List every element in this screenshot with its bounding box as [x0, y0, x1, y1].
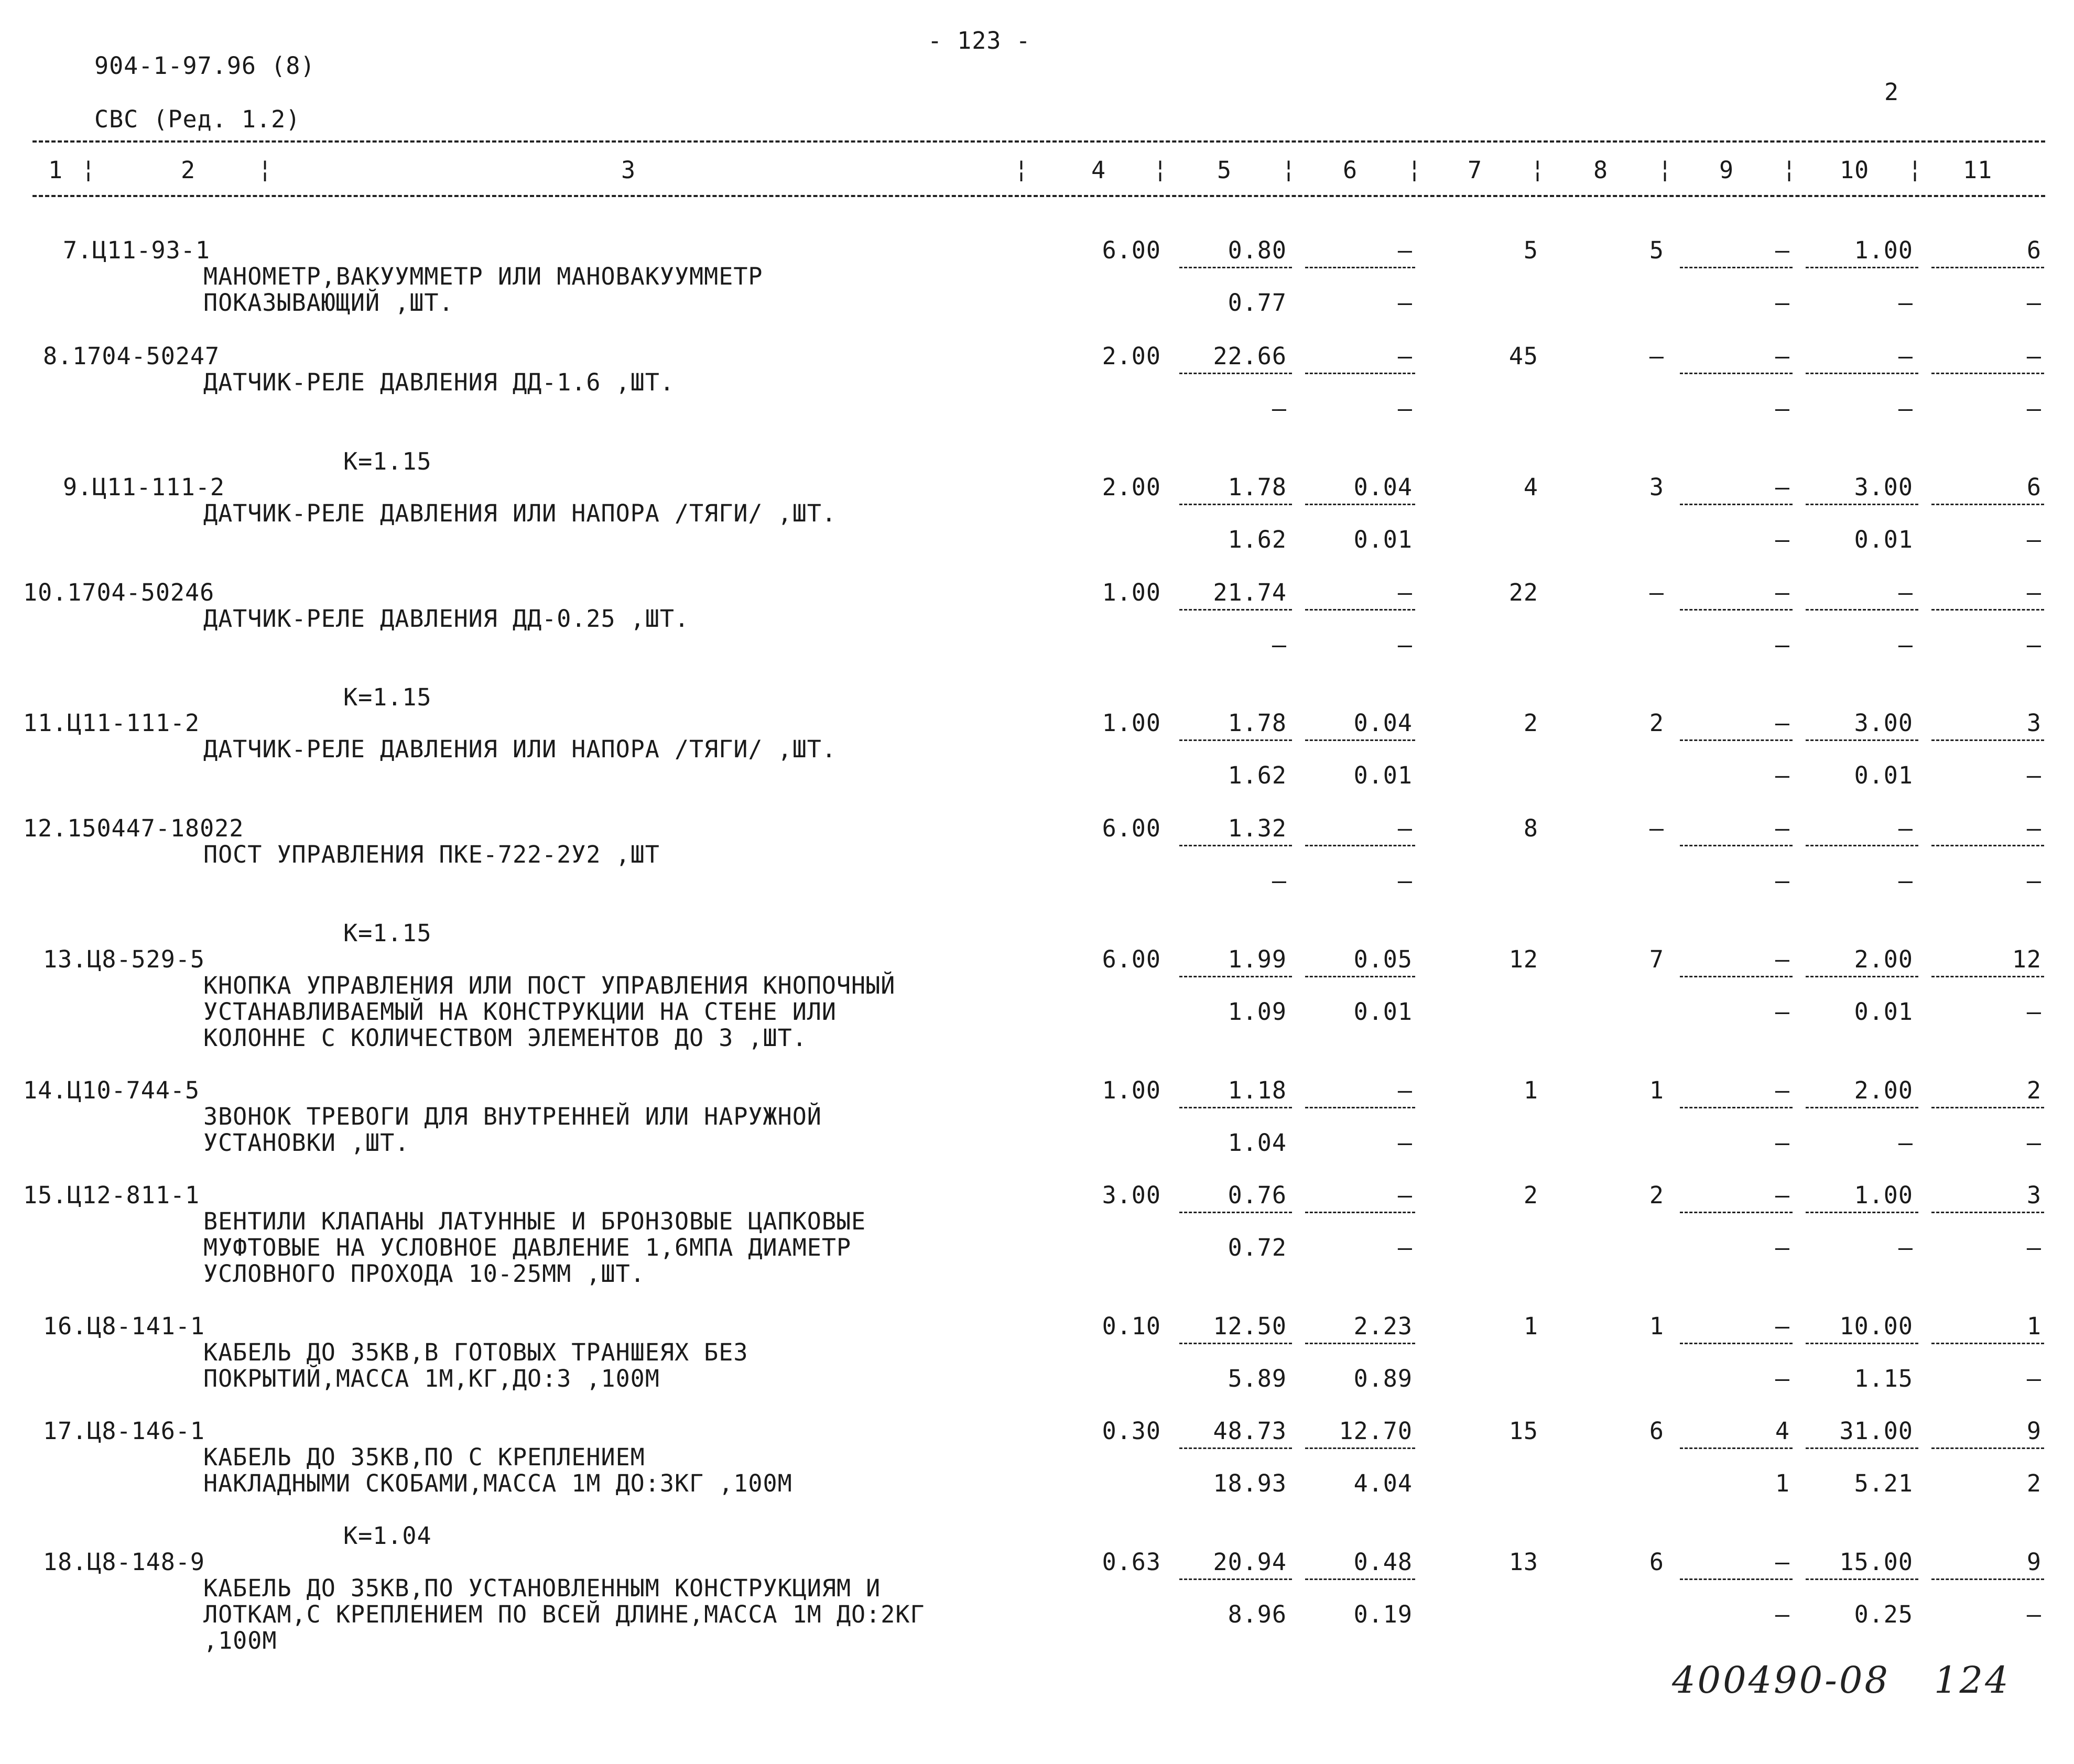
- col5-upper: 21.74: [1213, 579, 1287, 606]
- col8-value: 2: [1649, 709, 1664, 737]
- value-divider-line: [1931, 976, 2044, 977]
- col10-lower: 5.21: [1854, 1469, 1913, 1497]
- col5-lower: 5.89: [1228, 1365, 1287, 1392]
- row-description-line: КНОПКА УПРАВЛЕНИЯ ИЛИ ПОСТ УПРАВЛЕНИЯ КНОПОЧНЫЙ: [203, 972, 896, 999]
- col8-value: 7: [1649, 945, 1664, 973]
- value-divider-line: [1806, 267, 1918, 268]
- row-description-line: КОЛОННЕ С КОЛИЧЕСТВОМ ЭЛЕМЕНТОВ ДО 3 ,ШТ.: [203, 1024, 807, 1052]
- column-header-4: 4: [1091, 156, 1106, 184]
- row-code: 17.Ц8-146-1: [43, 1417, 205, 1445]
- row-description-line: ДАТЧИК-РЕЛЕ ДАВЛЕНИЯ ИЛИ НАПОРА /ТЯГИ/ ,ШТ.: [203, 735, 837, 763]
- col10-lower: 0.25: [1854, 1600, 1913, 1628]
- value-divider-line: [1931, 1107, 2044, 1108]
- header-bottom-rule: [32, 195, 2045, 197]
- col9-lower: –: [1775, 761, 1790, 789]
- row-description-line: ПОКРЫТИЙ,МАССА 1М,КГ,ДО:3 ,100М: [203, 1365, 660, 1392]
- row-description-line: УСТАНАВЛИВАЕМЫЙ НА КОНСТРУКЦИИ НА СТЕНЕ ИЛИ: [203, 998, 837, 1026]
- col8-value: 1: [1649, 1076, 1664, 1104]
- col11-lower: –: [2026, 1600, 2042, 1628]
- col7-value: 45: [1508, 342, 1538, 370]
- col10-lower: 1.15: [1854, 1365, 1913, 1392]
- col4-quantity: 1.00: [1102, 579, 1161, 606]
- value-divider-line: [1680, 609, 1793, 611]
- col6-lower: –: [1397, 1234, 1413, 1261]
- value-divider-line: [1305, 976, 1415, 977]
- col11-lower: –: [2026, 631, 2042, 659]
- row-code: 15.Ц12-811-1: [23, 1181, 200, 1209]
- col9-upper: –: [1775, 1181, 1790, 1209]
- col9-lower: 1: [1775, 1469, 1790, 1497]
- col5-upper: 1.99: [1228, 945, 1287, 973]
- column-header-9: 9: [1719, 156, 1734, 184]
- col9-upper: –: [1775, 579, 1790, 606]
- col11-upper: –: [2026, 579, 2042, 606]
- row-description-line: КАБЕЛЬ ДО 35КВ,ПО УСТАНОВЛЕННЫМ КОНСТРУКЦИЯМ И: [203, 1574, 881, 1602]
- col4-quantity: 0.63: [1102, 1548, 1161, 1576]
- value-divider-line: [1931, 373, 2044, 374]
- col9-lower: –: [1775, 631, 1790, 659]
- value-divider-line: [1931, 609, 2044, 611]
- col6-upper: –: [1397, 1181, 1413, 1209]
- column-header-1: 1: [48, 156, 63, 184]
- col4-quantity: 6.00: [1102, 236, 1161, 264]
- column-header-8: 8: [1593, 156, 1609, 184]
- col4-quantity: 2.00: [1102, 342, 1161, 370]
- value-divider-line: [1179, 1578, 1292, 1580]
- value-divider-line: [1806, 1212, 1918, 1213]
- value-divider-line: [1179, 373, 1292, 374]
- col11-lower: –: [2026, 998, 2042, 1026]
- row-description-line: ДАТЧИК-РЕЛЕ ДАВЛЕНИЯ ДД-0.25 ,ШТ.: [203, 605, 690, 633]
- col7-value: 12: [1508, 945, 1538, 973]
- row-description-line: ,100М: [203, 1627, 277, 1654]
- col6-upper: –: [1397, 342, 1413, 370]
- row-description-line: ПОКАЗЫВАЮЩИЙ ,ШТ.: [203, 289, 454, 317]
- col7-value: 1: [1523, 1076, 1538, 1104]
- value-divider-line: [1680, 1447, 1793, 1449]
- col9-upper: –: [1775, 1312, 1790, 1340]
- col7-value: 13: [1508, 1548, 1538, 1576]
- col10-lower: –: [1898, 1129, 1913, 1157]
- col11-upper: 12: [2012, 945, 2042, 973]
- col10-lower: –: [1898, 395, 1913, 422]
- column-separator: ¦: [1014, 155, 1029, 183]
- column-separator: ¦: [1530, 155, 1546, 183]
- row-description-line: УСТАНОВКИ ,ШТ.: [203, 1129, 410, 1157]
- row-code: 13.Ц8-529-5: [43, 945, 205, 973]
- col5-lower: –: [1272, 867, 1287, 895]
- col4-quantity: 1.00: [1102, 709, 1161, 737]
- row-description-line: НАКЛАДНЫМИ СКОБАМИ,МАССА 1М ДО:3КГ ,100М: [203, 1469, 792, 1497]
- sheet-number: 2: [1884, 78, 1899, 106]
- col8-value: 5: [1649, 236, 1664, 264]
- col11-lower: –: [2026, 1234, 2042, 1261]
- col6-lower: –: [1397, 289, 1413, 317]
- col5-lower: 0.77: [1228, 289, 1287, 317]
- col6-upper: 0.04: [1353, 473, 1413, 501]
- col6-lower: 4.04: [1353, 1469, 1413, 1497]
- value-divider-line: [1931, 739, 2044, 741]
- col9-upper: –: [1775, 814, 1790, 842]
- col10-upper: 15.00: [1839, 1548, 1913, 1576]
- value-divider-line: [1806, 1343, 1918, 1344]
- col6-upper: 12.70: [1339, 1417, 1413, 1445]
- col10-lower: –: [1898, 1234, 1913, 1261]
- value-divider-line: [1931, 1447, 2044, 1449]
- col8-value: –: [1649, 342, 1664, 370]
- row-description-line: КАБЕЛЬ ДО 35КВ,В ГОТОВЫХ ТРАНШЕЯХ БЕЗ: [203, 1338, 748, 1366]
- col7-value: 22: [1508, 579, 1538, 606]
- col9-lower: –: [1775, 289, 1790, 317]
- program-version: СВС (Ред. 1.2): [94, 105, 301, 133]
- value-divider-line: [1305, 1578, 1415, 1580]
- value-divider-line: [1305, 609, 1415, 611]
- col8-value: –: [1649, 814, 1664, 842]
- col5-upper: 0.76: [1228, 1181, 1287, 1209]
- header-top-rule: [32, 140, 2045, 143]
- col5-lower: 8.96: [1228, 1600, 1287, 1628]
- col5-lower: 1.62: [1228, 526, 1287, 553]
- value-divider-line: [1179, 976, 1292, 977]
- col8-value: –: [1649, 579, 1664, 606]
- value-divider-line: [1305, 1107, 1415, 1108]
- row-description-line: ДАТЧИК-РЕЛЕ ДАВЛЕНИЯ ИЛИ НАПОРА /ТЯГИ/ ,ШТ.: [203, 499, 837, 527]
- col5-upper: 20.94: [1213, 1548, 1287, 1576]
- col6-lower: –: [1397, 867, 1413, 895]
- row-description-line: МАНОМЕТР,ВАКУУММЕТР ИЛИ МАНОВАКУУММЕТР: [203, 263, 763, 290]
- col6-lower: 0.01: [1353, 761, 1413, 789]
- value-divider-line: [1931, 267, 2044, 268]
- column-separator: ¦: [1908, 155, 1923, 183]
- col7-value: 8: [1523, 814, 1538, 842]
- value-divider-line: [1680, 1107, 1793, 1108]
- col10-lower: –: [1898, 867, 1913, 895]
- col11-upper: 6: [2026, 236, 2042, 264]
- col10-lower: 0.01: [1854, 998, 1913, 1026]
- value-divider-line: [1680, 373, 1793, 374]
- value-divider-line: [1931, 845, 2044, 846]
- col11-upper: 1: [2026, 1312, 2042, 1340]
- value-divider-line: [1179, 267, 1292, 268]
- col10-lower: 0.01: [1854, 526, 1913, 553]
- col8-value: 3: [1649, 473, 1664, 501]
- column-separator: ¦: [1153, 155, 1168, 183]
- col4-quantity: 6.00: [1102, 945, 1161, 973]
- col11-upper: –: [2026, 342, 2042, 370]
- row-description-line: КАБЕЛЬ ДО 35КВ,ПО С КРЕПЛЕНИЕМ: [203, 1443, 645, 1471]
- col5-upper: 1.18: [1228, 1076, 1287, 1104]
- col6-lower: 0.89: [1353, 1365, 1413, 1392]
- col4-quantity: 2.00: [1102, 473, 1161, 501]
- row-description-line: УСЛОВНОГО ПРОХОДА 10-25ММ ,ШТ.: [203, 1260, 645, 1288]
- col6-lower: –: [1397, 631, 1413, 659]
- value-divider-line: [1305, 739, 1415, 741]
- col5-upper: 1.32: [1228, 814, 1287, 842]
- col11-lower: –: [2026, 289, 2042, 317]
- coefficient-note: К=1.04: [343, 1522, 432, 1550]
- row-description-line: ПОСТ УПРАВЛЕНИЯ ПКЕ-722-2У2 ,ШТ: [203, 841, 660, 868]
- col11-lower: –: [2026, 867, 2042, 895]
- col11-lower: –: [2026, 1365, 2042, 1392]
- col10-lower: –: [1898, 289, 1913, 317]
- col9-lower: –: [1775, 526, 1790, 553]
- value-divider-line: [1680, 267, 1793, 268]
- col10-upper: 1.00: [1854, 1181, 1913, 1209]
- col11-lower: 2: [2026, 1469, 2042, 1497]
- col11-upper: 3: [2026, 1181, 2042, 1209]
- col11-upper: 9: [2026, 1417, 2042, 1445]
- column-header-7: 7: [1468, 156, 1483, 184]
- col5-upper: 12.50: [1213, 1312, 1287, 1340]
- column-separator: ¦: [1782, 155, 1797, 183]
- col5-upper: 48.73: [1213, 1417, 1287, 1445]
- col10-lower: 0.01: [1854, 761, 1913, 789]
- value-divider-line: [1806, 504, 1918, 505]
- value-divider-line: [1806, 1447, 1918, 1449]
- col5-upper: 1.78: [1228, 473, 1287, 501]
- col9-upper: –: [1775, 709, 1790, 737]
- value-divider-line: [1931, 1212, 2044, 1213]
- col8-value: 2: [1649, 1181, 1664, 1209]
- col11-lower: –: [2026, 1129, 2042, 1157]
- value-divider-line: [1179, 845, 1292, 846]
- value-divider-line: [1179, 739, 1292, 741]
- col10-upper: 2.00: [1854, 945, 1913, 973]
- col11-upper: 3: [2026, 709, 2042, 737]
- col5-lower: 1.09: [1228, 998, 1287, 1026]
- col10-upper: 10.00: [1839, 1312, 1913, 1340]
- value-divider-line: [1179, 609, 1292, 611]
- handwritten-code: 400490-08: [1672, 1659, 1890, 1702]
- col9-upper: –: [1775, 945, 1790, 973]
- value-divider-line: [1806, 1578, 1918, 1580]
- value-divider-line: [1680, 845, 1793, 846]
- column-header-5: 5: [1217, 156, 1232, 184]
- row-code: 18.Ц8-148-9: [43, 1548, 205, 1576]
- col10-upper: 3.00: [1854, 709, 1913, 737]
- col9-upper: –: [1775, 1076, 1790, 1104]
- col4-quantity: 0.30: [1102, 1417, 1161, 1445]
- value-divider-line: [1680, 1212, 1793, 1213]
- col8-value: 6: [1649, 1548, 1664, 1576]
- col11-upper: 9: [2026, 1548, 2042, 1576]
- col7-value: 1: [1523, 1312, 1538, 1340]
- col9-lower: –: [1775, 1600, 1790, 1628]
- value-divider-line: [1305, 1447, 1415, 1449]
- value-divider-line: [1179, 504, 1292, 505]
- col9-lower: –: [1775, 395, 1790, 422]
- coefficient-note: К=1.15: [343, 919, 432, 947]
- value-divider-line: [1806, 739, 1918, 741]
- column-header-10: 10: [1840, 156, 1870, 184]
- value-divider-line: [1680, 976, 1793, 977]
- col5-lower: –: [1272, 395, 1287, 422]
- row-code: 14.Ц10-744-5: [23, 1076, 200, 1104]
- value-divider-line: [1179, 1107, 1292, 1108]
- col9-upper: –: [1775, 236, 1790, 264]
- doc-code: 904-1-97.96 (8): [94, 52, 316, 80]
- value-divider-line: [1305, 845, 1415, 846]
- col5-lower: 0.72: [1228, 1234, 1287, 1261]
- col6-upper: 0.04: [1353, 709, 1413, 737]
- page-number: - 123 -: [928, 27, 1031, 55]
- value-divider-line: [1806, 609, 1918, 611]
- col6-upper: 0.48: [1353, 1548, 1413, 1576]
- column-separator: ¦: [1407, 155, 1423, 183]
- row-code: 16.Ц8-141-1: [43, 1312, 205, 1340]
- row-description-line: МУФТОВЫЕ НА УСЛОВНОЕ ДАВЛЕНИЕ 1,6МПА ДИАМЕТР: [203, 1234, 852, 1261]
- value-divider-line: [1179, 1447, 1292, 1449]
- value-divider-line: [1305, 373, 1415, 374]
- col7-value: 4: [1523, 473, 1538, 501]
- col5-lower: –: [1272, 631, 1287, 659]
- row-description-line: ЛОТКАМ,С КРЕПЛЕНИЕМ ПО ВСЕЙ ДЛИНЕ,МАССА 1М ДО:2КГ: [203, 1600, 925, 1628]
- row-code: 8.1704-50247: [43, 342, 220, 370]
- column-separator: ¦: [1282, 155, 1297, 183]
- col9-lower: –: [1775, 1365, 1790, 1392]
- col6-lower: –: [1397, 1129, 1413, 1157]
- col8-value: 1: [1649, 1312, 1664, 1340]
- col11-lower: –: [2026, 526, 2042, 553]
- col6-lower: 0.01: [1353, 526, 1413, 553]
- col7-value: 2: [1523, 1181, 1538, 1209]
- col11-upper: 2: [2026, 1076, 2042, 1104]
- col5-lower: 18.93: [1213, 1469, 1287, 1497]
- col4-quantity: 1.00: [1102, 1076, 1161, 1104]
- col11-upper: 6: [2026, 473, 2042, 501]
- row-description-line: ЗВОНОК ТРЕВОГИ ДЛЯ ВНУТРЕННЕЙ ИЛИ НАРУЖНОЙ: [203, 1103, 822, 1130]
- col7-value: 5: [1523, 236, 1538, 264]
- col10-lower: –: [1898, 631, 1913, 659]
- col6-lower: 0.19: [1353, 1600, 1413, 1628]
- col10-upper: 1.00: [1854, 236, 1913, 264]
- value-divider-line: [1680, 1578, 1793, 1580]
- row-code: 10.1704-50246: [23, 579, 215, 606]
- row-code: 9.Ц11-111-2: [63, 473, 225, 501]
- row-code: 12.150447-18022: [23, 814, 244, 842]
- column-header-3: 3: [621, 156, 636, 184]
- col9-upper: –: [1775, 473, 1790, 501]
- col9-lower: –: [1775, 1129, 1790, 1157]
- value-divider-line: [1806, 976, 1918, 977]
- coefficient-note: К=1.15: [343, 683, 432, 711]
- row-code: 7.Ц11-93-1: [63, 236, 210, 264]
- col6-upper: 0.05: [1353, 945, 1413, 973]
- value-divider-line: [1806, 1107, 1918, 1108]
- col5-upper: 1.78: [1228, 709, 1287, 737]
- col10-upper: 3.00: [1854, 473, 1913, 501]
- col6-upper: –: [1397, 814, 1413, 842]
- col7-value: 15: [1508, 1417, 1538, 1445]
- value-divider-line: [1305, 267, 1415, 268]
- handwritten-page-number: 124: [1934, 1659, 2011, 1702]
- col6-upper: –: [1397, 236, 1413, 264]
- value-divider-line: [1305, 1212, 1415, 1213]
- value-divider-line: [1680, 1343, 1793, 1344]
- column-header-2: 2: [181, 156, 196, 184]
- column-separator: ¦: [258, 155, 273, 183]
- col4-quantity: 3.00: [1102, 1181, 1161, 1209]
- col4-quantity: 0.10: [1102, 1312, 1161, 1340]
- col11-lower: –: [2026, 395, 2042, 422]
- value-divider-line: [1179, 1212, 1292, 1213]
- col4-quantity: 6.00: [1102, 814, 1161, 842]
- value-divider-line: [1931, 504, 2044, 505]
- column-header-11: 11: [1963, 156, 1993, 184]
- value-divider-line: [1680, 504, 1793, 505]
- coefficient-note: К=1.15: [343, 448, 432, 475]
- row-code: 11.Ц11-111-2: [23, 709, 200, 737]
- col9-lower: –: [1775, 1234, 1790, 1261]
- value-divider-line: [1806, 373, 1918, 374]
- col9-upper: –: [1775, 342, 1790, 370]
- col10-upper: –: [1898, 579, 1913, 606]
- column-header-6: 6: [1343, 156, 1358, 184]
- value-divider-line: [1931, 1578, 2044, 1580]
- col11-lower: –: [2026, 761, 2042, 789]
- col6-lower: –: [1397, 395, 1413, 422]
- col6-upper: 2.23: [1353, 1312, 1413, 1340]
- col6-upper: –: [1397, 579, 1413, 606]
- col7-value: 2: [1523, 709, 1538, 737]
- col5-upper: 22.66: [1213, 342, 1287, 370]
- value-divider-line: [1305, 504, 1415, 505]
- col10-upper: –: [1898, 342, 1913, 370]
- row-description-line: ВЕНТИЛИ КЛАПАНЫ ЛАТУННЫЕ И БРОНЗОВЫЕ ЦАПКОВЫЕ: [203, 1207, 866, 1235]
- col10-upper: 2.00: [1854, 1076, 1913, 1104]
- col6-upper: –: [1397, 1076, 1413, 1104]
- col11-upper: –: [2026, 814, 2042, 842]
- col9-lower: –: [1775, 998, 1790, 1026]
- value-divider-line: [1179, 1343, 1292, 1344]
- column-separator: ¦: [1658, 155, 1673, 183]
- value-divider-line: [1806, 845, 1918, 846]
- col10-upper: –: [1898, 814, 1913, 842]
- col9-lower: –: [1775, 867, 1790, 895]
- value-divider-line: [1680, 739, 1793, 741]
- row-description-line: ДАТЧИК-РЕЛЕ ДАВЛЕНИЯ ДД-1.6 ,ШТ.: [203, 368, 675, 396]
- col8-value: 6: [1649, 1417, 1664, 1445]
- col5-upper: 0.80: [1228, 236, 1287, 264]
- column-separator: ¦: [81, 155, 96, 183]
- col5-lower: 1.04: [1228, 1129, 1287, 1157]
- col5-lower: 1.62: [1228, 761, 1287, 789]
- value-divider-line: [1931, 1343, 2044, 1344]
- value-divider-line: [1305, 1343, 1415, 1344]
- col9-upper: –: [1775, 1548, 1790, 1576]
- col10-upper: 31.00: [1839, 1417, 1913, 1445]
- col9-upper: 4: [1775, 1417, 1790, 1445]
- col6-lower: 0.01: [1353, 998, 1413, 1026]
